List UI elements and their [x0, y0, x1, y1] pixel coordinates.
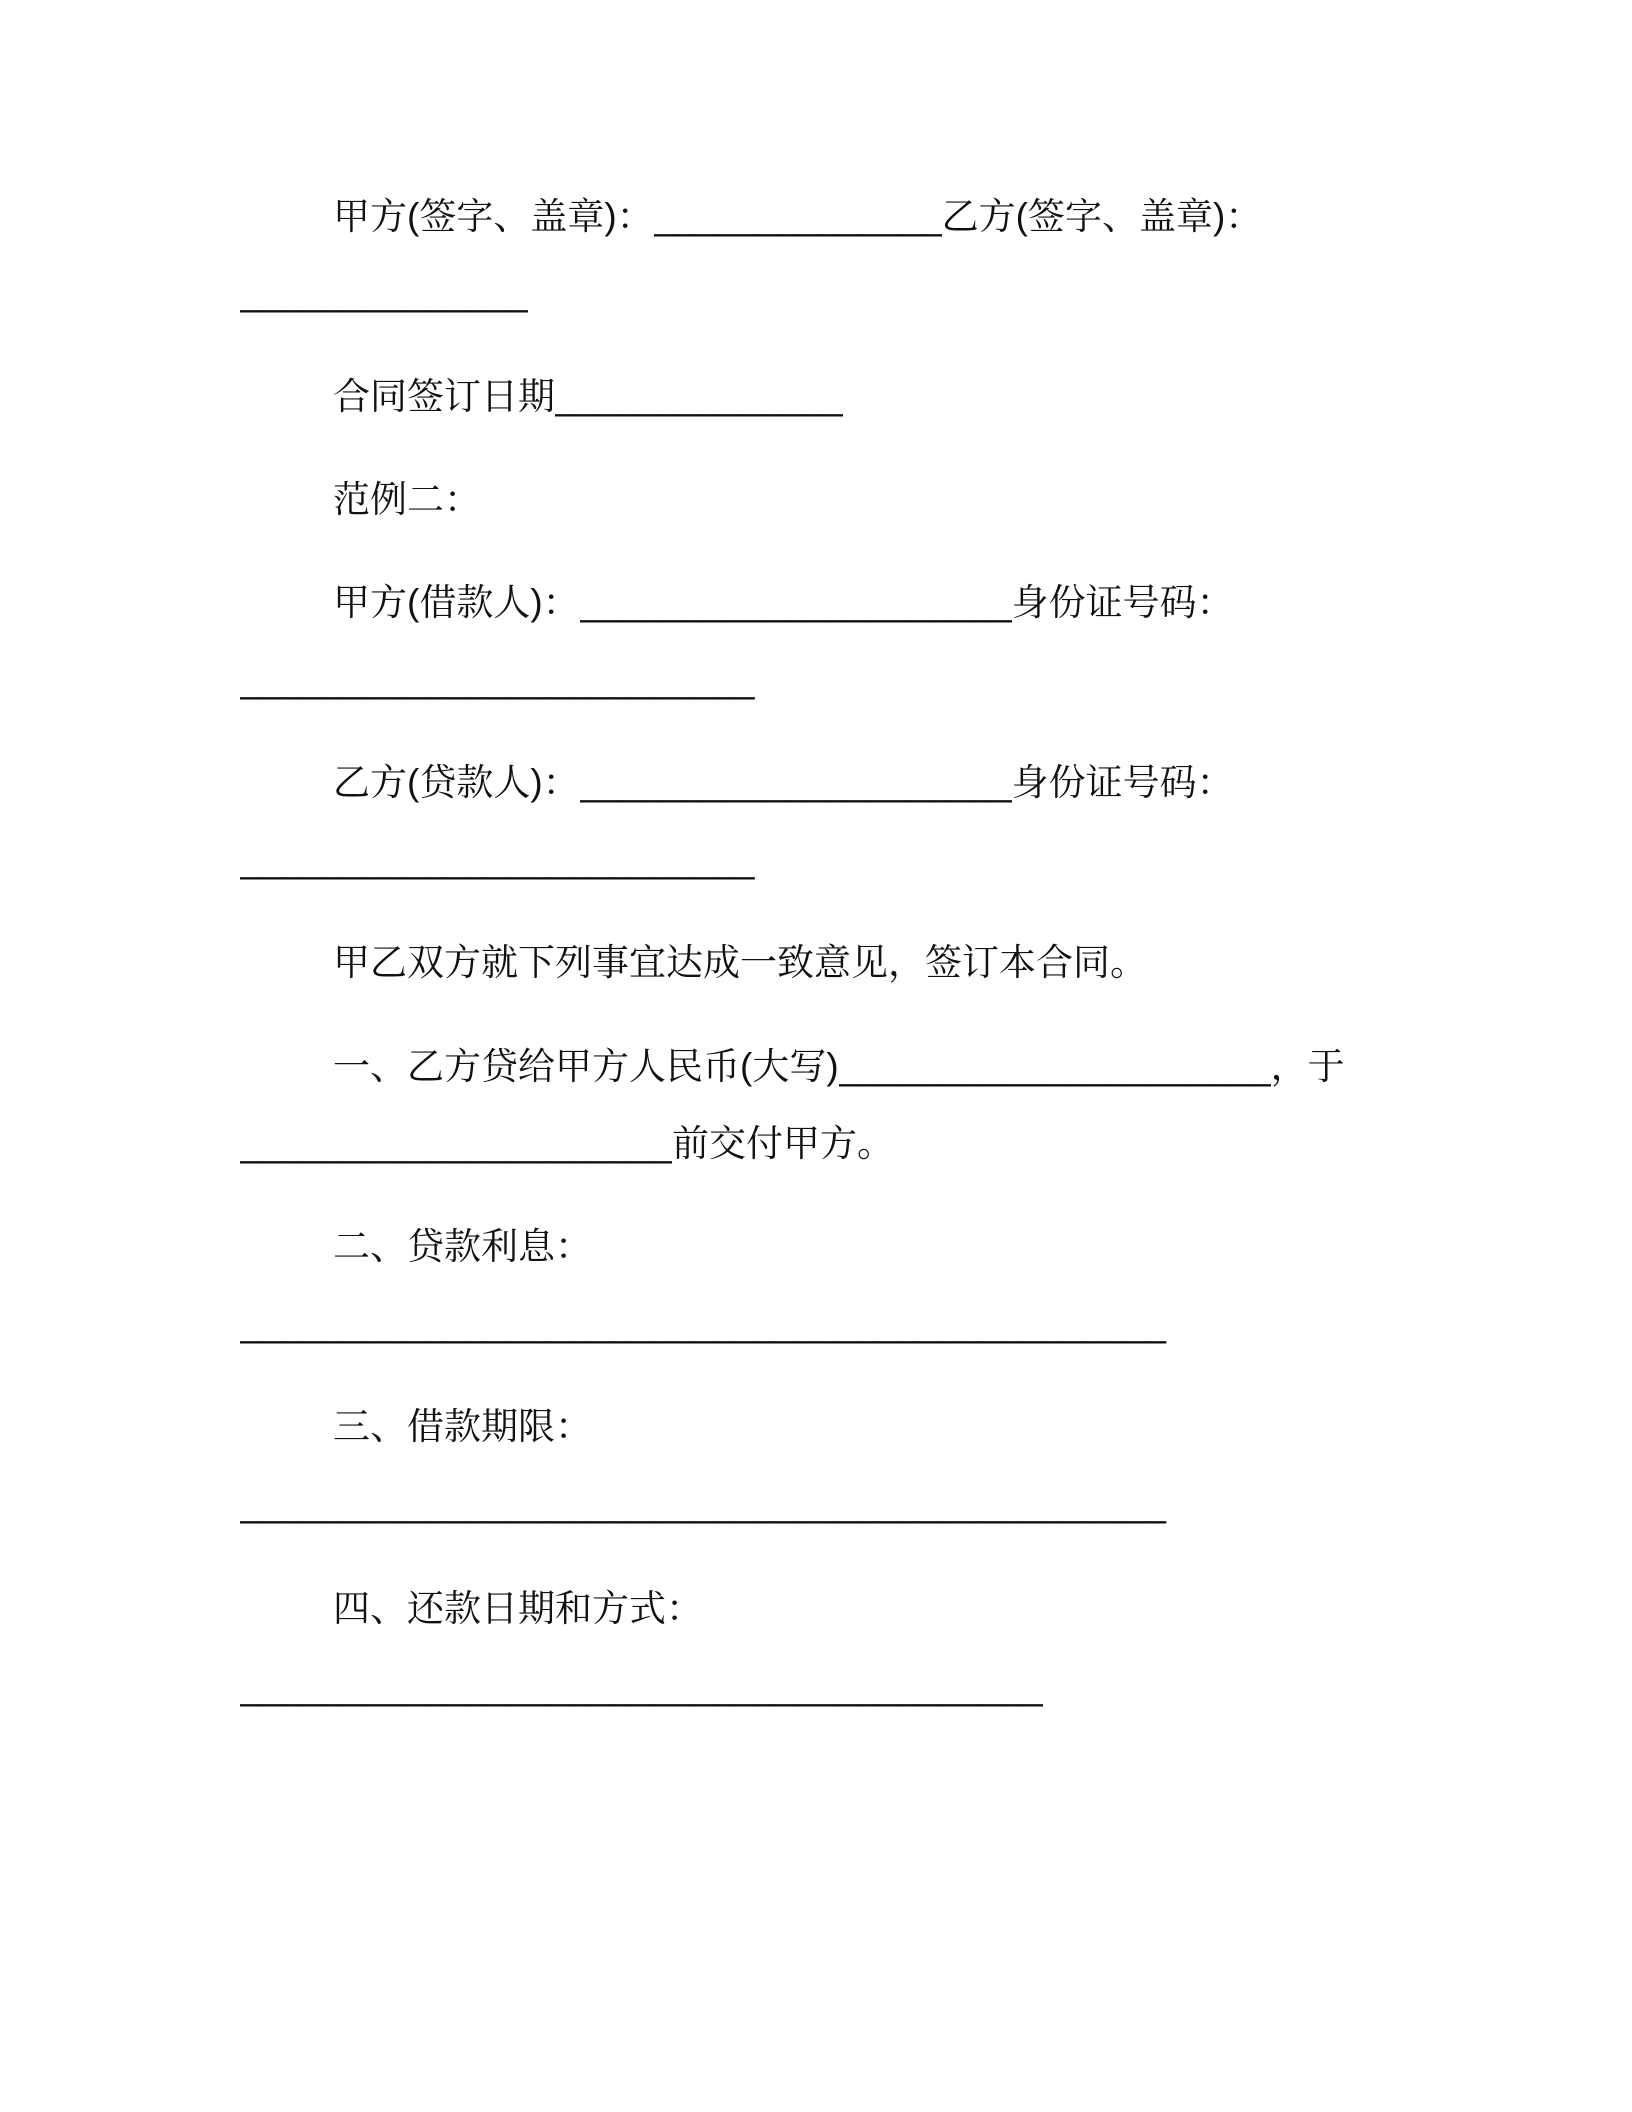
lender-label: 乙方(贷款人)： — [333, 762, 580, 803]
party-b-signature-blank: ______________ — [240, 272, 528, 313]
delivery-date-blank: _____________________ — [240, 1123, 672, 1164]
sign-date-blank: ______________ — [555, 376, 843, 417]
party-a-signature-label: 甲方(签字、盖章)： — [333, 196, 654, 237]
borrower-line — [333, 578, 1234, 628]
party-b-signature-label: 乙方(签字、盖章)： — [941, 196, 1263, 237]
borrower-id-blank: _________________________ — [240, 659, 755, 700]
borrower-id-line — [240, 655, 757, 705]
clause-3-blank-line — [240, 1479, 1171, 1529]
party-b-signature-line — [240, 268, 528, 318]
borrower-id-label: 身份证号码： — [1011, 582, 1234, 623]
clause-1-connector: ，于 — [1270, 1046, 1345, 1087]
clause-2-heading: 二、贷款利息： — [333, 1226, 592, 1267]
lender-id-line — [240, 835, 757, 885]
clause-1-text: 一、乙方贷给甲方人民币(大写) — [333, 1046, 839, 1087]
clause-1-ending: 前交付甲方。 — [672, 1123, 894, 1164]
clause-2-blank-line — [240, 1299, 1171, 1349]
lender-name-blank: _____________________ — [579, 762, 1012, 803]
party-a-signature-blank: ______________ — [653, 196, 942, 237]
loan-amount-blank: _____________________ — [838, 1046, 1271, 1087]
lender-id-label: 身份证号码： — [1011, 762, 1234, 803]
example-heading: 范例二： — [333, 479, 481, 520]
loan-term-blank: _____________________________________________ — [240, 1483, 1166, 1524]
intro-paragraph: 甲乙双方就下列事宜达成一致意见，签订本合同。 — [333, 942, 1147, 983]
clause-4-blank-line — [240, 1662, 1047, 1712]
borrower-name-blank: _____________________ — [579, 582, 1012, 623]
clause-1-continuation — [240, 1119, 894, 1169]
interest-blank: _____________________________________________ — [240, 1303, 1166, 1344]
repayment-blank: _______________________________________ — [240, 1666, 1043, 1707]
clause-3-heading: 三、借款期限： — [333, 1406, 592, 1447]
clause-4-heading: 四、还款日期和方式： — [333, 1588, 703, 1629]
sign-date-line — [333, 372, 843, 422]
clause-1-line — [333, 1042, 1345, 1092]
lender-line — [333, 758, 1234, 808]
sign-date-label: 合同签订日期 — [333, 376, 555, 417]
signature-line — [333, 192, 1262, 242]
borrower-label: 甲方(借款人)： — [333, 582, 580, 623]
lender-id-blank: _________________________ — [240, 839, 755, 880]
